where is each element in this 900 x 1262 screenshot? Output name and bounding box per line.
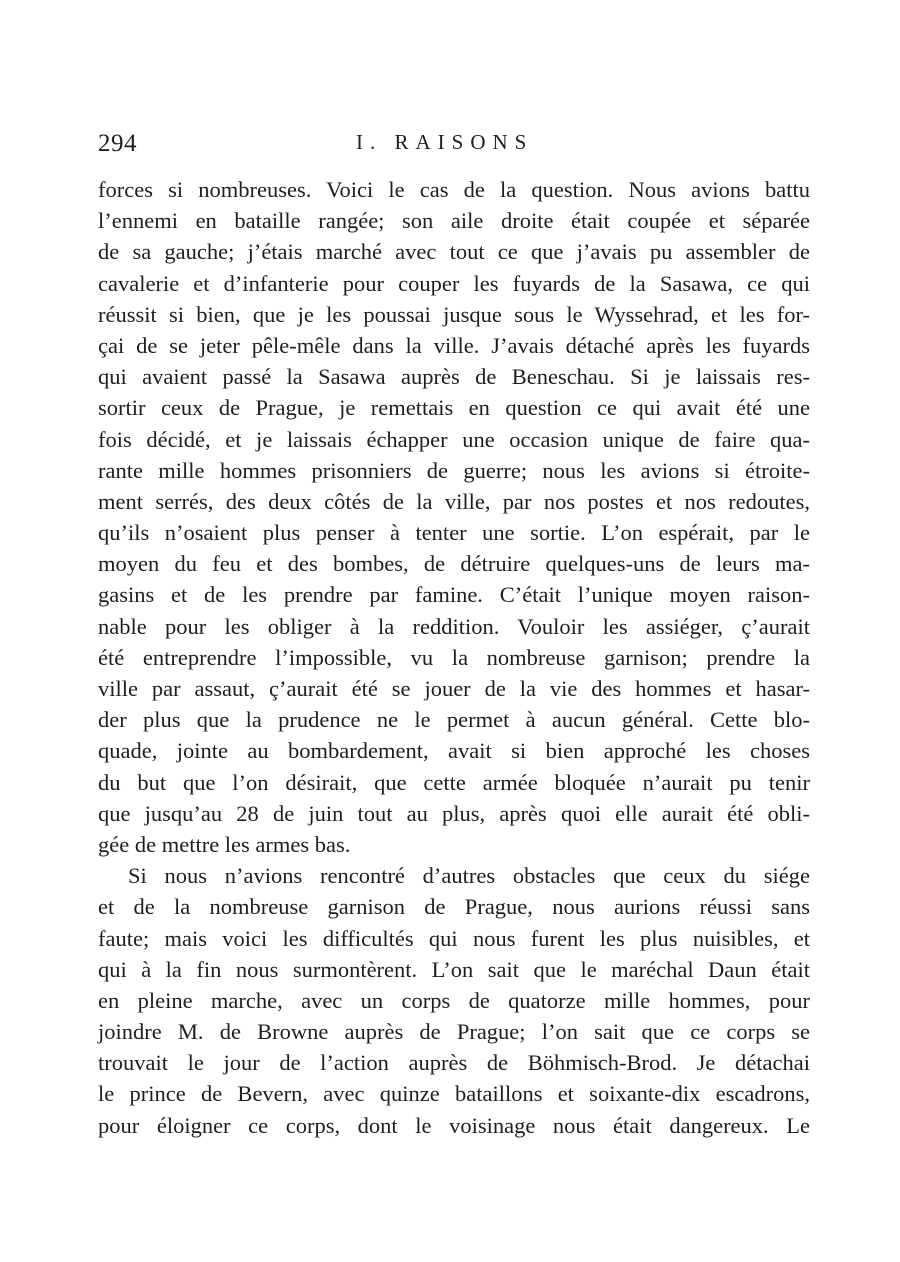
paragraph-2 bbox=[98, 860, 810, 1141]
body-text bbox=[98, 174, 810, 1141]
text-line: Si nous n’avions rencontré d’autres obstacles que ceux du siége bbox=[128, 863, 810, 889]
text-line: nable pour les obliger à la reddition. Vouloir les assiéger, ç’aurait bbox=[98, 613, 810, 639]
text-line: joindre M. de Browne auprès de Prague; l’on sait que ce corps se bbox=[98, 1019, 810, 1045]
text-line: forces si nombreuses. Voici le cas de la question. Nous avions battu bbox=[98, 177, 810, 202]
text-line: gasins et de les prendre par famine. C’était l’unique moyen raison- bbox=[98, 582, 810, 608]
text-line: été entreprendre l’impossible, vu la nombreuse garnison; prendre la bbox=[98, 644, 810, 670]
text-line: le prince de Bevern, avec quinze bataillons et soixante-dix escadrons, bbox=[98, 1081, 810, 1107]
text-line: trouvait le jour de l’action auprès de Böhmisch-Brod. Je détachai bbox=[98, 1050, 810, 1076]
text-line: gée de mettre les armes bas. bbox=[98, 831, 351, 857]
text-line: çai de se jeter pêle-mêle dans la ville. J’avais détaché après les fuyards bbox=[98, 332, 810, 358]
text-line: de sa gauche; j’étais marché avec tout ce que j’avais pu assembler de bbox=[98, 239, 810, 265]
text-line: pour éloigner ce corps, dont le voisinage nous était dangereux. Le bbox=[98, 1112, 810, 1138]
paragraph-1 bbox=[98, 174, 810, 860]
page-header bbox=[98, 128, 810, 162]
text-line: moyen du feu et des bombes, de détruire quelques-uns de leurs ma- bbox=[98, 551, 810, 577]
text-line: du but que l’on désirait, que cette armée bloquée n’aurait pu tenir bbox=[98, 769, 810, 795]
text-line: fois décidé, et je laissais échapper une occasion unique de faire qua- bbox=[98, 426, 810, 452]
text-line: sortir ceux de Prague, je remettais en question ce qui avait été une bbox=[98, 395, 810, 421]
text-line: qui avaient passé la Sasawa auprès de Beneschau. Si je laissais res- bbox=[98, 364, 810, 390]
text-line: rante mille hommes prisonniers de guerre; nous les avions si étroite- bbox=[98, 457, 810, 483]
text-line: l’ennemi en bataille rangée; son aile droite était coupée et séparée bbox=[98, 208, 810, 234]
text-line: qui à la fin nous surmontèrent. L’on sait que le maréchal Daun était bbox=[98, 956, 810, 982]
text-line: et de la nombreuse garnison de Prague, nous aurions réussi sans bbox=[98, 894, 810, 920]
text-line: ville par assaut, ç’aurait été se jouer de la vie des hommes et hasar- bbox=[98, 676, 810, 701]
text-line: cavalerie et d’infanterie pour couper les fuyards de la Sasawa, ce qui bbox=[98, 270, 810, 296]
text-line: qu’ils n’osaient plus penser à tenter une sortie. L’on espérait, par le bbox=[98, 520, 810, 546]
text-line: der plus que la prudence ne le permet à aucun général. Cette blo- bbox=[98, 707, 810, 733]
text-line: réussit si bien, que je les poussai jusque sous le Wyssehrad, et les for- bbox=[98, 301, 810, 327]
text-line: en pleine marche, avec un corps de quatorze mille hommes, pour bbox=[98, 987, 810, 1013]
text-line: quade, jointe au bombardement, avait si bien approché les choses bbox=[98, 738, 810, 764]
running-head: I. RAISONS bbox=[356, 130, 534, 154]
text-line: que jusqu’au 28 de juin tout au plus, après quoi elle aurait été obli- bbox=[98, 800, 810, 826]
text-line: ment serrés, des deux côtés de la ville, par nos postes et nos redoutes, bbox=[98, 488, 810, 514]
text-line: faute; mais voici les difficultés qui nous furent les plus nuisibles, et bbox=[98, 925, 810, 951]
page-number: 294 bbox=[98, 130, 137, 157]
